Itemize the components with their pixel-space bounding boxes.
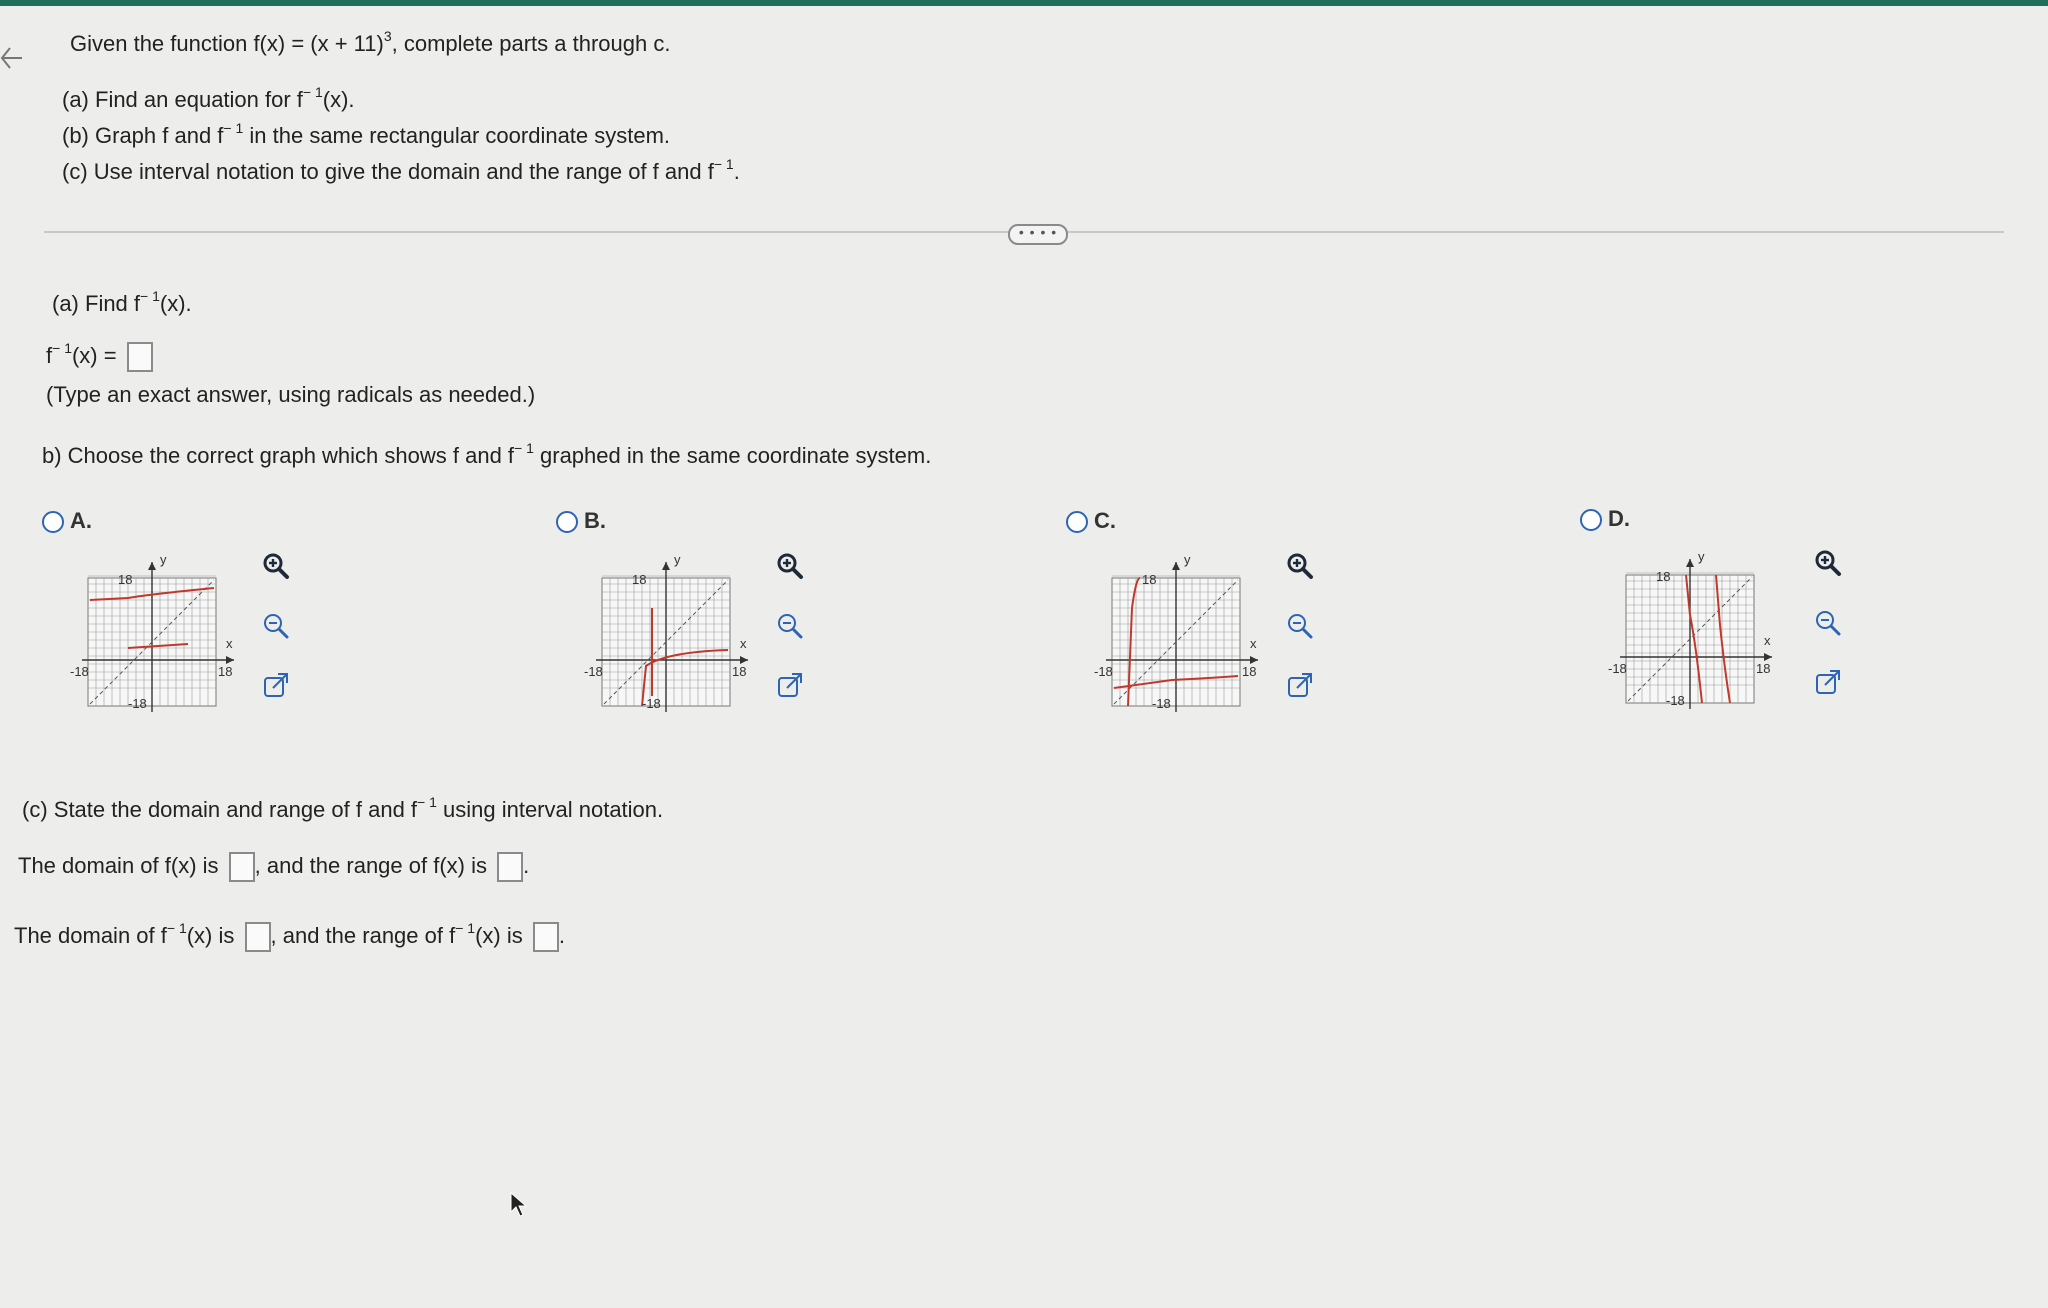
part-c-description: (c) Use interval notation to give the domain and the range of f and $f^{- 1}$. xyxy=(62,156,740,184)
option-c-radio[interactable] xyxy=(1066,511,1088,533)
back-arrow-icon[interactable] xyxy=(0,38,26,78)
question-a-heading: (a) Find $f^{- 1}(x)$. xyxy=(52,288,192,316)
option-a-graph[interactable] xyxy=(68,548,248,718)
answer-hint: (Type an exact answer, using radicals as needed.) xyxy=(46,382,536,407)
option-d-label: D. xyxy=(1608,506,1630,531)
range-inverse-input[interactable] xyxy=(533,922,559,952)
x-max-label: 18 xyxy=(218,664,233,679)
part-a-description: (a) Find an equation for $f^{- 1}(x)$. xyxy=(62,84,355,112)
zoom-in-icon[interactable] xyxy=(258,548,294,584)
option-d-radio[interactable] xyxy=(1580,509,1602,531)
domain-range-inverse-row: The domain of $f^{- 1}(x)$ is , and the range of $f^{- 1}(x)$ is . xyxy=(14,920,565,952)
zoom-in-icon[interactable] xyxy=(1282,548,1318,584)
question-b-prompt: b) Choose the correct graph which shows f and $f^{- 1}$ graphed in the same coordinate system. xyxy=(42,440,932,468)
inverse-answer-input[interactable] xyxy=(127,342,153,372)
x-max-label: 18 xyxy=(732,664,747,679)
y-max-label: 18 xyxy=(632,572,647,587)
y-max-label: 18 xyxy=(1656,569,1671,584)
option-a-label: A. xyxy=(70,508,92,533)
y-max-label: 18 xyxy=(118,572,133,587)
x-axis-label: x xyxy=(1250,636,1257,651)
domain-inverse-input[interactable] xyxy=(245,922,271,952)
y-axis-arrow-icon xyxy=(1686,559,1694,567)
y-min-label: -18 xyxy=(1666,693,1685,708)
y-axis-arrow-icon xyxy=(1172,562,1180,570)
option-c-graph[interactable] xyxy=(1092,548,1272,718)
open-in-new-window-icon[interactable] xyxy=(258,668,294,704)
option-b-radio[interactable] xyxy=(556,511,578,533)
y-min-label: -18 xyxy=(1152,696,1171,711)
x-axis-arrow-icon xyxy=(740,656,748,664)
x-max-label: 18 xyxy=(1756,661,1771,676)
top-bar xyxy=(0,0,2048,6)
x-axis-label: x xyxy=(740,636,747,651)
option-b-label: B. xyxy=(584,508,606,533)
y-axis-label: y xyxy=(160,552,167,567)
domain-range-f-row: The domain of f(x) is , and the range of f(x) is . xyxy=(18,852,529,882)
y-min-label: -18 xyxy=(128,696,147,711)
zoom-in-icon[interactable] xyxy=(772,548,808,584)
x-axis-arrow-icon xyxy=(226,656,234,664)
x-min-label: -18 xyxy=(1608,661,1627,676)
option-a-radio[interactable] xyxy=(42,511,64,533)
zoom-in-icon[interactable] xyxy=(1810,545,1846,581)
y-max-label: 18 xyxy=(1142,572,1157,587)
inverse-equation-row: $f^{- 1}(x)$ = xyxy=(46,340,153,372)
x-min-label: -18 xyxy=(1094,664,1113,679)
problem-statement: Given the function $f(x) = (x + 11)^3$, complete parts a through c. xyxy=(70,28,671,56)
y-axis-arrow-icon xyxy=(662,562,670,570)
mouse-cursor-icon xyxy=(510,1192,528,1218)
x-min-label: -18 xyxy=(584,664,603,679)
option-b-graph[interactable] xyxy=(582,548,762,718)
x-axis-arrow-icon xyxy=(1764,653,1772,661)
x-axis-arrow-icon xyxy=(1250,656,1258,664)
y-axis-label: y xyxy=(1698,549,1705,564)
domain-f-input[interactable] xyxy=(229,852,255,882)
x-axis-label: x xyxy=(226,636,233,651)
open-in-new-window-icon[interactable] xyxy=(772,668,808,704)
x-axis-label: x xyxy=(1764,633,1771,648)
zoom-out-icon[interactable] xyxy=(258,608,294,644)
part-b-description: (b) Graph f and $f^{- 1}$ in the same rectangular coordinate system. xyxy=(62,120,671,148)
zoom-out-icon[interactable] xyxy=(1810,605,1846,641)
open-in-new-window-icon[interactable] xyxy=(1282,668,1318,704)
x-min-label: -18 xyxy=(70,664,89,679)
range-f-input[interactable] xyxy=(497,852,523,882)
zoom-out-icon[interactable] xyxy=(1282,608,1318,644)
more-options-button[interactable]: • • • • xyxy=(1008,224,1068,245)
open-in-new-window-icon[interactable] xyxy=(1810,665,1846,701)
option-c-label: C. xyxy=(1094,508,1116,533)
option-d-graph[interactable] xyxy=(1606,545,1786,715)
y-min-label: -18 xyxy=(642,696,661,711)
y-axis-label: y xyxy=(1184,552,1191,567)
y-axis-label: y xyxy=(674,552,681,567)
x-max-label: 18 xyxy=(1242,664,1257,679)
y-axis-arrow-icon xyxy=(148,562,156,570)
zoom-out-icon[interactable] xyxy=(772,608,808,644)
question-c-heading: (c) State the domain and range of f and $f^{- 1}$ using interval notation. xyxy=(22,794,664,822)
